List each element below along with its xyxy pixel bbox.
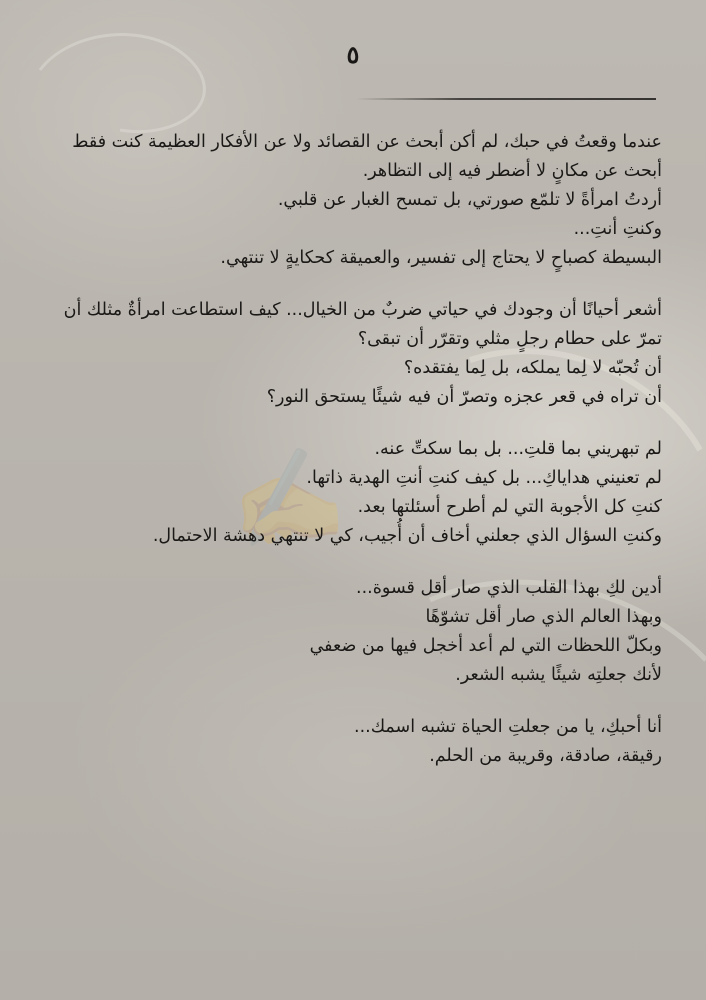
page-number: ٥ [346,40,360,69]
poem-line: أردتُ امرأةً لا تلمّع صورتي، بل تمسح الغبار عن قلبي. [277,190,662,210]
poem-line: أن تُحبّه لا لِما يملكه، بل لِما يفتقده؟ [403,358,662,378]
poem-line: أدين لكِ بهذا القلب الذي صار أقل قسوة... [356,578,662,598]
poem-line: أنا أحبكِ، يا من جعلتِ الحياة تشبه اسمك... [354,717,662,737]
poem-line: لم تبهريني بما قلتِ... بل بما سكتِّ عنه. [374,439,662,459]
stanza [42,435,662,551]
stanza [42,713,662,771]
poem-line: عندما وقعتُ في حبك، لم أكن أبحث عن القصائد ولا عن الأفكار العظيمة كنت فقط [72,132,662,152]
poem-line: لم تعنيني هداياكِ... بل كيف كنتِ أنتِ الهدية ذاتها. [306,468,662,488]
poem-line: رقيقة، صادقة، وقريبة من الحلم. [429,746,662,766]
poem-line: أشعر أحيانًا أن وجودك في حياتي ضربٌ من الخيال... كيف استطاعت امرأةٌ مثلك أن [63,300,662,320]
stanza [42,574,662,690]
poem-text [42,128,662,794]
poem-line: لأنك جعلتِه شيئًا يشبه الشعر. [455,665,662,685]
poem-line: كنتِ كل الأجوبة التي لم أطرح أسئلتها بعد. [357,497,662,517]
poem-line: وبكلّ اللحظات التي لم أعد أخجل فيها من ضعفي [309,636,662,656]
poem-line: وكنتِ أنتِ... [573,219,662,239]
stanza [42,296,662,412]
poem-line: تمرّ على حطام رجلٍ مثلي وتقرّر أن تبقى؟ [357,329,662,349]
poem-line: أبحث عن مكانٍ لا أضطر فيه إلى التظاهر. [362,161,662,181]
poem-line: وبهذا العالم الذي صار أقل تشوّهًا [425,607,662,627]
header-divider [356,98,656,100]
stanza [42,128,662,273]
poem-line: أن تراه في قعر عجزه وتصرّ أن فيه شيئًا يستحق النور؟ [266,387,662,407]
poem-line: وكنتِ السؤال الذي جعلني أخاف أن أُجيب، كي لا تنتهي دهشة الاحتمال. [152,526,662,546]
poem-line: البسيطة كصباحٍ لا يحتاج إلى تفسير، والعميقة كحكايةٍ لا تنتهي. [220,248,662,268]
signature-watermark: ✍ [223,437,352,560]
